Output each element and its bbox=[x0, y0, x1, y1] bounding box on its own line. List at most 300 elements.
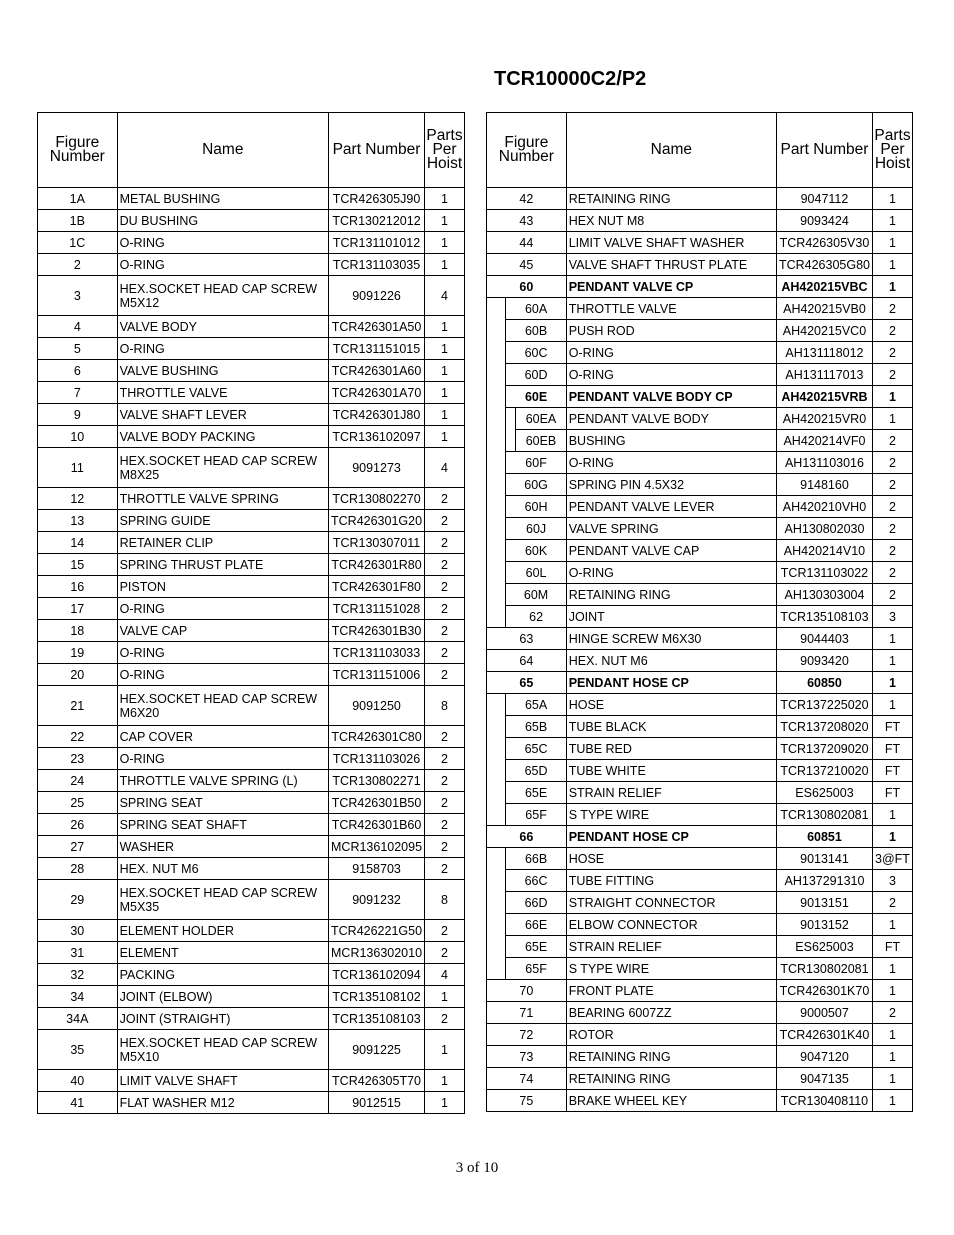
part-number-cell: TCR131103033 bbox=[329, 642, 425, 664]
indent-spacer bbox=[487, 430, 506, 452]
parts-per-hoist-cell: 2 bbox=[872, 430, 912, 452]
figure-number-cell: 60B bbox=[506, 320, 566, 342]
parts-per-hoist-cell: 2 bbox=[425, 814, 465, 836]
indent-spacer bbox=[487, 782, 506, 804]
parts-per-hoist-cell: 1 bbox=[425, 426, 465, 448]
header-parts-per-hoist: Parts Per Hoist bbox=[872, 113, 912, 188]
table-row bbox=[38, 1070, 465, 1092]
parts-per-hoist-cell: 1 bbox=[872, 650, 912, 672]
table-row bbox=[487, 804, 913, 826]
part-name-cell: HINGE SCREW M6X30 bbox=[566, 628, 776, 650]
indent-spacer bbox=[487, 936, 506, 958]
figure-number-cell: 60G bbox=[506, 474, 566, 496]
figure-number-cell: 42 bbox=[487, 188, 567, 210]
figure-number-cell: 40 bbox=[38, 1070, 118, 1092]
parts-per-hoist-cell: 2 bbox=[872, 320, 912, 342]
part-number-cell: AH420214V10 bbox=[776, 540, 872, 562]
figure-number-cell: 24 bbox=[38, 770, 118, 792]
figure-number-cell: 65F bbox=[506, 958, 566, 980]
part-number-cell: TCR426301A70 bbox=[329, 382, 425, 404]
table-row bbox=[487, 958, 913, 980]
figure-number-cell: 60L bbox=[506, 562, 566, 584]
part-name-cell: RETAINING RING bbox=[566, 1068, 776, 1090]
indent-spacer bbox=[487, 364, 506, 386]
part-number-cell: TCR426305T70 bbox=[329, 1070, 425, 1092]
parts-per-hoist-cell: 2 bbox=[872, 518, 912, 540]
part-name-cell: HEX.SOCKET HEAD CAP SCREW M5X35 bbox=[117, 880, 328, 920]
part-number-cell: TCR130212012 bbox=[329, 210, 425, 232]
figure-number-cell: 62 bbox=[506, 606, 566, 628]
indent-spacer bbox=[487, 892, 506, 914]
part-name-cell: PISTON bbox=[117, 576, 328, 598]
part-number-cell: TCR130802081 bbox=[776, 804, 872, 826]
table-row bbox=[38, 748, 465, 770]
table-row bbox=[487, 738, 913, 760]
part-number-cell: TCR135108102 bbox=[329, 986, 425, 1008]
table-row bbox=[38, 814, 465, 836]
part-name-cell: ELBOW CONNECTOR bbox=[566, 914, 776, 936]
table-row bbox=[487, 694, 913, 716]
part-name-cell: PUSH ROD bbox=[566, 320, 776, 342]
part-number-cell: 9013141 bbox=[776, 848, 872, 870]
table-row bbox=[487, 584, 913, 606]
part-name-cell: BEARING 6007ZZ bbox=[566, 1002, 776, 1024]
figure-number-cell: 60M bbox=[506, 584, 566, 606]
indent-spacer bbox=[487, 848, 506, 870]
part-number-cell: TCR130408110 bbox=[776, 1090, 872, 1112]
parts-per-hoist-cell: 1 bbox=[872, 232, 912, 254]
part-name-cell: VALVE SHAFT LEVER bbox=[117, 404, 328, 426]
part-name-cell: RETAINER CLIP bbox=[117, 532, 328, 554]
figure-number-cell: 71 bbox=[487, 1002, 567, 1024]
parts-per-hoist-cell: 1 bbox=[872, 408, 912, 430]
parts-per-hoist-cell: 4 bbox=[425, 964, 465, 986]
table-row bbox=[487, 276, 913, 298]
parts-per-hoist-cell: 1 bbox=[872, 694, 912, 716]
table-row bbox=[38, 942, 465, 964]
parts-per-hoist-cell: 1 bbox=[425, 1030, 465, 1070]
figure-number-cell: 26 bbox=[38, 814, 118, 836]
figure-number-cell: 14 bbox=[38, 532, 118, 554]
table-row bbox=[487, 782, 913, 804]
figure-number-cell: 4 bbox=[38, 316, 118, 338]
table-row bbox=[38, 382, 465, 404]
part-number-cell: 9091226 bbox=[329, 276, 425, 316]
part-name-cell: VALVE SHAFT THRUST PLATE bbox=[566, 254, 776, 276]
indent-spacer bbox=[487, 584, 506, 606]
figure-number-cell: 66E bbox=[506, 914, 566, 936]
part-name-cell: O-RING bbox=[117, 338, 328, 360]
table-row bbox=[38, 964, 465, 986]
figure-number-cell: 1A bbox=[38, 188, 118, 210]
figure-number-cell: 65F bbox=[506, 804, 566, 826]
table-row bbox=[487, 496, 913, 518]
part-number-cell: 9093420 bbox=[776, 650, 872, 672]
figure-number-cell: 66 bbox=[487, 826, 567, 848]
part-name-cell: O-RING bbox=[117, 664, 328, 686]
parts-per-hoist-cell: 1 bbox=[425, 232, 465, 254]
part-number-cell: 9012515 bbox=[329, 1092, 425, 1114]
figure-number-cell: 25 bbox=[38, 792, 118, 814]
parts-per-hoist-cell: 2 bbox=[425, 726, 465, 748]
parts-per-hoist-cell: 2 bbox=[425, 1008, 465, 1030]
parts-per-hoist-cell: 1 bbox=[872, 1024, 912, 1046]
parts-per-hoist-cell: 1 bbox=[425, 360, 465, 382]
figure-number-cell: 65E bbox=[506, 936, 566, 958]
table-row bbox=[487, 210, 913, 232]
figure-number-cell: 70 bbox=[487, 980, 567, 1002]
figure-number-cell: 60EB bbox=[516, 430, 566, 452]
figure-number-cell: 65A bbox=[506, 694, 566, 716]
indent-spacer bbox=[506, 430, 516, 452]
table-row bbox=[487, 826, 913, 848]
table-row bbox=[38, 770, 465, 792]
parts-per-hoist-cell: 1 bbox=[425, 1070, 465, 1092]
part-name-cell: PACKING bbox=[117, 964, 328, 986]
part-number-cell: TCR426301A60 bbox=[329, 360, 425, 382]
part-name-cell: FRONT PLATE bbox=[566, 980, 776, 1002]
part-name-cell: O-RING bbox=[566, 562, 776, 584]
part-number-cell: 9047112 bbox=[776, 188, 872, 210]
part-number-cell: AH420215VRB bbox=[776, 386, 872, 408]
parts-per-hoist-cell: 2 bbox=[425, 554, 465, 576]
figure-number-cell: 1B bbox=[38, 210, 118, 232]
parts-per-hoist-cell: 1 bbox=[872, 958, 912, 980]
figure-number-cell: 60F bbox=[506, 452, 566, 474]
part-number-cell: TCR426301C80 bbox=[329, 726, 425, 748]
part-number-cell: TCR130307011 bbox=[329, 532, 425, 554]
indent-spacer bbox=[487, 452, 506, 474]
part-name-cell: TUBE RED bbox=[566, 738, 776, 760]
figure-number-cell: 7 bbox=[38, 382, 118, 404]
parts-per-hoist-cell: 2 bbox=[872, 562, 912, 584]
part-name-cell: JOINT (ELBOW) bbox=[117, 986, 328, 1008]
part-number-cell: TCR426301A50 bbox=[329, 316, 425, 338]
table-row bbox=[38, 488, 465, 510]
indent-spacer bbox=[487, 716, 506, 738]
part-name-cell: WASHER bbox=[117, 836, 328, 858]
part-number-cell: TCR426301R80 bbox=[329, 554, 425, 576]
parts-per-hoist-cell: 2 bbox=[425, 770, 465, 792]
part-name-cell: VALVE BODY PACKING bbox=[117, 426, 328, 448]
figure-number-cell: 30 bbox=[38, 920, 118, 942]
part-number-cell: TCR135108103 bbox=[329, 1008, 425, 1030]
table-row bbox=[487, 628, 913, 650]
table-row bbox=[38, 1092, 465, 1114]
indent-spacer bbox=[487, 320, 506, 342]
part-number-cell: 9091225 bbox=[329, 1030, 425, 1070]
indent-spacer bbox=[487, 496, 506, 518]
indent-spacer bbox=[487, 298, 506, 320]
header-name: Name bbox=[117, 113, 328, 188]
part-number-cell: 9093424 bbox=[776, 210, 872, 232]
table-row bbox=[487, 1090, 913, 1112]
table-row bbox=[38, 316, 465, 338]
part-number-cell: AH130802030 bbox=[776, 518, 872, 540]
table-row bbox=[487, 562, 913, 584]
parts-per-hoist-cell: 2 bbox=[425, 942, 465, 964]
table-row bbox=[487, 386, 913, 408]
parts-per-hoist-cell: 2 bbox=[425, 532, 465, 554]
part-number-cell: TCR136102094 bbox=[329, 964, 425, 986]
part-name-cell: BRAKE WHEEL KEY bbox=[566, 1090, 776, 1112]
part-name-cell: SPRING GUIDE bbox=[117, 510, 328, 532]
table-row bbox=[38, 210, 465, 232]
figure-number-cell: 3 bbox=[38, 276, 118, 316]
part-number-cell: AH420214VF0 bbox=[776, 430, 872, 452]
parts-per-hoist-cell: 1 bbox=[872, 276, 912, 298]
page-number: 3 of 10 bbox=[455, 1160, 499, 1176]
parts-per-hoist-cell: 1 bbox=[872, 804, 912, 826]
part-name-cell: PENDANT VALVE LEVER bbox=[566, 496, 776, 518]
part-name-cell: O-RING bbox=[566, 342, 776, 364]
table-row bbox=[487, 254, 913, 276]
figure-number-cell: 74 bbox=[487, 1068, 567, 1090]
part-name-cell: JOINT bbox=[566, 606, 776, 628]
parts-per-hoist-cell: 2 bbox=[425, 920, 465, 942]
table-header-row bbox=[38, 113, 465, 188]
indent-spacer bbox=[487, 958, 506, 980]
parts-per-hoist-cell: FT bbox=[872, 760, 912, 782]
part-number-cell: 9047135 bbox=[776, 1068, 872, 1090]
part-name-cell: RETAINING RING bbox=[566, 1046, 776, 1068]
parts-table-left bbox=[37, 112, 465, 1114]
table-row bbox=[487, 540, 913, 562]
table-row bbox=[487, 474, 913, 496]
figure-number-cell: 12 bbox=[38, 488, 118, 510]
figure-number-cell: 29 bbox=[38, 880, 118, 920]
part-name-cell: HOSE bbox=[566, 694, 776, 716]
part-number-cell: 60851 bbox=[776, 826, 872, 848]
parts-per-hoist-cell: 1 bbox=[425, 188, 465, 210]
figure-number-cell: 22 bbox=[38, 726, 118, 748]
figure-number-cell: 11 bbox=[38, 448, 118, 488]
part-number-cell: 60850 bbox=[776, 672, 872, 694]
part-number-cell: TCR426301K40 bbox=[776, 1024, 872, 1046]
parts-per-hoist-cell: 1 bbox=[425, 210, 465, 232]
table-row bbox=[38, 642, 465, 664]
part-name-cell: ELEMENT bbox=[117, 942, 328, 964]
part-number-cell: TCR137209020 bbox=[776, 738, 872, 760]
part-name-cell: PENDANT VALVE CAP bbox=[566, 540, 776, 562]
part-name-cell: PENDANT VALVE BODY bbox=[566, 408, 776, 430]
part-number-cell: TCR426305G80 bbox=[776, 254, 872, 276]
table-row bbox=[487, 1002, 913, 1024]
header-part-number: Part Number bbox=[329, 113, 425, 188]
part-number-cell: AH130303004 bbox=[776, 584, 872, 606]
parts-per-hoist-cell: 2 bbox=[872, 584, 912, 606]
indent-spacer bbox=[487, 760, 506, 782]
part-name-cell: TUBE BLACK bbox=[566, 716, 776, 738]
table-row bbox=[38, 686, 465, 726]
table-row bbox=[487, 672, 913, 694]
header-figure-number: Figure Number bbox=[38, 113, 118, 188]
table-header-row bbox=[487, 113, 913, 188]
table-row bbox=[38, 598, 465, 620]
table-row bbox=[487, 892, 913, 914]
table-row bbox=[38, 510, 465, 532]
part-number-cell: 9000507 bbox=[776, 1002, 872, 1024]
parts-per-hoist-cell: 8 bbox=[425, 880, 465, 920]
parts-per-hoist-cell: 1 bbox=[425, 1092, 465, 1114]
part-name-cell: SPRING SEAT bbox=[117, 792, 328, 814]
part-number-cell: TCR131103035 bbox=[329, 254, 425, 276]
indent-spacer bbox=[487, 540, 506, 562]
part-name-cell: O-RING bbox=[566, 452, 776, 474]
parts-per-hoist-cell: 1 bbox=[872, 386, 912, 408]
table-row bbox=[38, 554, 465, 576]
part-number-cell: AH420215VB0 bbox=[776, 298, 872, 320]
part-name-cell: THROTTLE VALVE bbox=[117, 382, 328, 404]
part-number-cell: TCR130802081 bbox=[776, 958, 872, 980]
part-number-cell: MCR136102095 bbox=[329, 836, 425, 858]
parts-per-hoist-cell: 2 bbox=[425, 598, 465, 620]
part-number-cell: 9047120 bbox=[776, 1046, 872, 1068]
parts-per-hoist-cell: 1 bbox=[872, 1046, 912, 1068]
parts-per-hoist-cell: 2 bbox=[425, 642, 465, 664]
figure-number-cell: 60J bbox=[506, 518, 566, 540]
table-row bbox=[487, 980, 913, 1002]
table-row bbox=[487, 716, 913, 738]
table-row bbox=[38, 986, 465, 1008]
part-number-cell: TCR426301B50 bbox=[329, 792, 425, 814]
table-row bbox=[38, 426, 465, 448]
part-name-cell: SPRING PIN 4.5X32 bbox=[566, 474, 776, 496]
part-name-cell: VALVE CAP bbox=[117, 620, 328, 642]
parts-per-hoist-cell: 2 bbox=[425, 664, 465, 686]
parts-per-hoist-cell: 2 bbox=[872, 452, 912, 474]
part-number-cell: 9148160 bbox=[776, 474, 872, 496]
figure-number-cell: 35 bbox=[38, 1030, 118, 1070]
part-name-cell: STRAIN RELIEF bbox=[566, 936, 776, 958]
part-name-cell: ROTOR bbox=[566, 1024, 776, 1046]
part-number-cell: AH131117013 bbox=[776, 364, 872, 386]
part-number-cell: TCR426305V30 bbox=[776, 232, 872, 254]
parts-per-hoist-cell: 2 bbox=[872, 364, 912, 386]
table-row bbox=[487, 914, 913, 936]
parts-per-hoist-cell: 1 bbox=[425, 404, 465, 426]
table-row bbox=[38, 360, 465, 382]
parts-per-hoist-cell: 2 bbox=[425, 858, 465, 880]
part-name-cell: HEX.SOCKET HEAD CAP SCREW M8X25 bbox=[117, 448, 328, 488]
table-row bbox=[38, 792, 465, 814]
parts-per-hoist-cell: 2 bbox=[872, 298, 912, 320]
parts-per-hoist-cell: 2 bbox=[425, 488, 465, 510]
figure-number-cell: 15 bbox=[38, 554, 118, 576]
parts-per-hoist-cell: 2 bbox=[872, 892, 912, 914]
indent-spacer bbox=[487, 914, 506, 936]
part-number-cell: TCR426305J90 bbox=[329, 188, 425, 210]
part-number-cell: TCR130802271 bbox=[329, 770, 425, 792]
parts-per-hoist-cell: 1 bbox=[872, 914, 912, 936]
part-name-cell: STRAIN RELIEF bbox=[566, 782, 776, 804]
table-row bbox=[38, 880, 465, 920]
part-name-cell: VALVE BUSHING bbox=[117, 360, 328, 382]
part-number-cell: 9013151 bbox=[776, 892, 872, 914]
part-number-cell: TCR131103022 bbox=[776, 562, 872, 584]
figure-number-cell: 13 bbox=[38, 510, 118, 532]
part-name-cell: HEX. NUT M6 bbox=[566, 650, 776, 672]
part-name-cell: STRAIGHT CONNECTOR bbox=[566, 892, 776, 914]
figure-number-cell: 45 bbox=[487, 254, 567, 276]
figure-number-cell: 43 bbox=[487, 210, 567, 232]
part-name-cell: HEX NUT M8 bbox=[566, 210, 776, 232]
figure-number-cell: 66D bbox=[506, 892, 566, 914]
table-row bbox=[487, 298, 913, 320]
figure-number-cell: 1C bbox=[38, 232, 118, 254]
parts-per-hoist-cell: 3@FT bbox=[872, 848, 912, 870]
table-row bbox=[487, 606, 913, 628]
indent-spacer bbox=[487, 694, 506, 716]
figure-number-cell: 20 bbox=[38, 664, 118, 686]
indent-spacer bbox=[487, 518, 506, 540]
parts-per-hoist-cell: 2 bbox=[872, 496, 912, 518]
table-row bbox=[487, 342, 913, 364]
parts-per-hoist-cell: FT bbox=[872, 782, 912, 804]
parts-per-hoist-cell: 2 bbox=[872, 342, 912, 364]
part-number-cell: 9091232 bbox=[329, 880, 425, 920]
figure-number-cell: 65C bbox=[506, 738, 566, 760]
part-name-cell: PENDANT HOSE CP bbox=[566, 672, 776, 694]
figure-number-cell: 19 bbox=[38, 642, 118, 664]
table-row bbox=[38, 448, 465, 488]
part-name-cell: S TYPE WIRE bbox=[566, 804, 776, 826]
figure-number-cell: 34 bbox=[38, 986, 118, 1008]
part-number-cell: TCR137208020 bbox=[776, 716, 872, 738]
parts-per-hoist-cell: 1 bbox=[872, 672, 912, 694]
part-name-cell: METAL BUSHING bbox=[117, 188, 328, 210]
part-number-cell: ES625003 bbox=[776, 936, 872, 958]
figure-number-cell: 60D bbox=[506, 364, 566, 386]
part-name-cell: S TYPE WIRE bbox=[566, 958, 776, 980]
part-number-cell: TCR131151015 bbox=[329, 338, 425, 360]
part-number-cell: TCR426221G50 bbox=[329, 920, 425, 942]
part-name-cell: FLAT WASHER M12 bbox=[117, 1092, 328, 1114]
table-row bbox=[38, 1008, 465, 1030]
indent-spacer bbox=[487, 738, 506, 760]
part-name-cell: LIMIT VALVE SHAFT bbox=[117, 1070, 328, 1092]
parts-per-hoist-cell: 1 bbox=[872, 628, 912, 650]
figure-number-cell: 63 bbox=[487, 628, 567, 650]
figure-number-cell: 2 bbox=[38, 254, 118, 276]
figure-number-cell: 60C bbox=[506, 342, 566, 364]
figure-number-cell: 60 bbox=[487, 276, 567, 298]
table-row bbox=[487, 452, 913, 474]
figure-number-cell: 16 bbox=[38, 576, 118, 598]
parts-per-hoist-cell: 1 bbox=[872, 188, 912, 210]
parts-per-hoist-cell: 2 bbox=[425, 576, 465, 598]
parts-per-hoist-cell: 1 bbox=[872, 826, 912, 848]
part-name-cell: VALVE BODY bbox=[117, 316, 328, 338]
table-row bbox=[38, 232, 465, 254]
figure-number-cell: 9 bbox=[38, 404, 118, 426]
parts-per-hoist-cell: 2 bbox=[872, 540, 912, 562]
part-number-cell: AH420215VR0 bbox=[776, 408, 872, 430]
parts-per-hoist-cell: 3 bbox=[872, 606, 912, 628]
figure-number-cell: 60A bbox=[506, 298, 566, 320]
figure-number-cell: 60H bbox=[506, 496, 566, 518]
part-number-cell: TCR135108103 bbox=[776, 606, 872, 628]
table-row bbox=[38, 858, 465, 880]
figure-number-cell: 73 bbox=[487, 1046, 567, 1068]
part-name-cell: DU BUSHING bbox=[117, 210, 328, 232]
part-name-cell: CAP COVER bbox=[117, 726, 328, 748]
table-row bbox=[38, 1030, 465, 1070]
part-number-cell: TCR131101012 bbox=[329, 232, 425, 254]
part-name-cell: TUBE FITTING bbox=[566, 870, 776, 892]
parts-per-hoist-cell: 1 bbox=[872, 1068, 912, 1090]
part-name-cell: PENDANT VALVE BODY CP bbox=[566, 386, 776, 408]
